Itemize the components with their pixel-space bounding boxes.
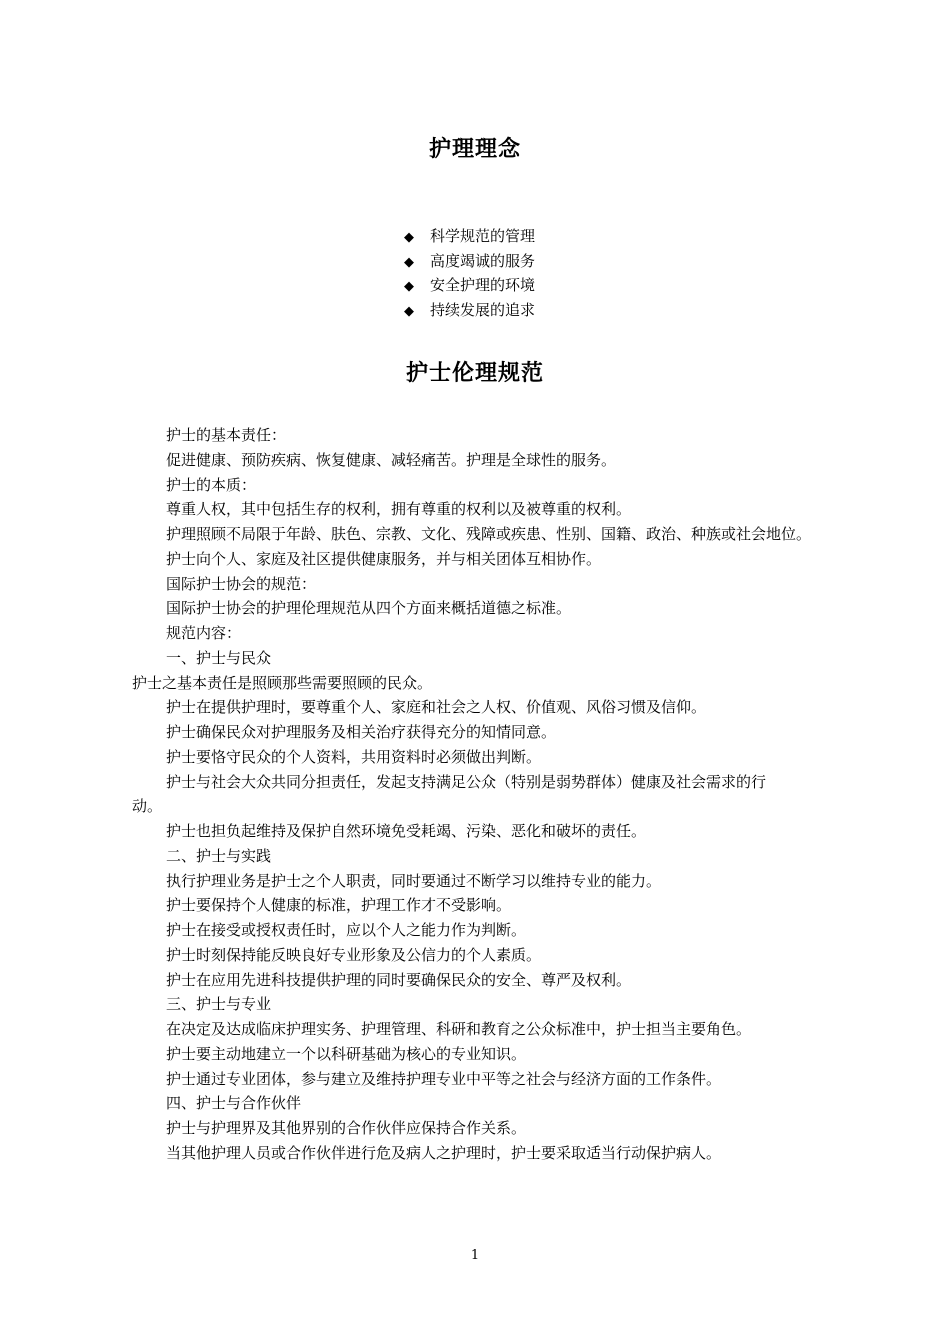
body-line: 护士的本质： — [166, 475, 257, 494]
body-line: 护士也担负起维持及保护自然环境免受耗竭、污染、恶化和破坏的责任。 — [166, 822, 647, 840]
body-line: 规范内容： — [166, 624, 242, 642]
body-line: 护士时刻保持能反映良好专业形象及公信力的个人素质。 — [166, 945, 542, 964]
section-heading-public: 一、护士与民众 — [166, 648, 272, 667]
body-line: 护士之基本责任是照顾那些需要照顾的民众。 — [132, 673, 433, 692]
diamond-bullet-icon: ◆ — [404, 254, 414, 270]
body-line: 护士要主动地建立一个以科研基础为核心的专业知识。 — [166, 1044, 527, 1063]
body-line: 护士通过专业团体，参与建立及维持护理专业中平等之社会与经济方面的工作条件。 — [166, 1069, 722, 1088]
body-line: 护士要保持个人健康的标准，护理工作才不受影响。 — [166, 896, 512, 915]
body-line: 护士在接受或授权责任时，应以个人之能力作为判断。 — [166, 921, 527, 939]
body-line: 护士与护理界及其他界别的合作伙伴应保持合作关系。 — [166, 1119, 527, 1137]
body-line: 当其他护理人员或合作伙伴进行危及病人之护理时，护士要采取适当行动保护病人。 — [166, 1143, 722, 1162]
nursing-philosophy-title: 护理理念 — [428, 136, 521, 162]
section-heading-partners: 四、护士与合作伙伴 — [166, 1094, 302, 1113]
body-line: 护士的基本责任： — [166, 426, 287, 444]
diamond-bullet-icon: ◆ — [404, 279, 414, 295]
section-heading-practice: 二、护士与实践 — [166, 846, 272, 865]
body-line: 护士与社会大众共同分担责任，发起支持满足公众（特别是弱势群体）健康及社会需求的行 — [166, 772, 767, 791]
diamond-bullet-icon: ◆ — [404, 230, 414, 245]
body-line: 国际护士协会的规范： — [166, 574, 317, 593]
ethics-code-title: 护士伦理规范 — [405, 360, 544, 386]
body-line: 促进健康、预防疾病、恢复健康、减轻痛苦。护理是全球性的服务。 — [166, 450, 617, 469]
ethics-body-text — [132, 423, 832, 1166]
list-item — [404, 224, 535, 249]
bullet-text: 持续发展的追求 — [430, 301, 536, 320]
body-line: 在决定及达成临床护理实务、护理管理、科研和教育之公众标准中，护士担当主要角色。 — [166, 1020, 752, 1038]
body-line: 执行护理业务是护士之个人职责，同时要通过不断学习以维持专业的能力。 — [166, 871, 662, 890]
list-item — [404, 298, 535, 323]
bullet-text: 科学规范的管理 — [430, 227, 536, 245]
list-item — [404, 273, 535, 298]
body-line: 护士要恪守民众的个人资料，共用资料时必须做出判断。 — [166, 747, 542, 766]
bullet-text: 安全护理的环境 — [430, 276, 536, 295]
body-line: 护士在应用先进科技提供护理的同时要确保民众的安全、尊严及权利。 — [166, 970, 632, 989]
list-item — [404, 249, 535, 274]
body-line: 尊重人权，其中包括生存的权利，拥有尊重的权利以及被尊重的权利。 — [166, 500, 632, 519]
body-line: 国际护士协会的护理伦理规范从四个方面来概括道德之标准。 — [166, 599, 572, 618]
body-line: 动。 — [132, 797, 163, 816]
section-heading-profession: 三、护士与专业 — [166, 995, 272, 1014]
body-line: 护士在提供护理时，要尊重个人、家庭和社会之人权、价值观、风俗习惯及信仰。 — [166, 698, 707, 717]
diamond-bullet-icon: ◆ — [404, 304, 414, 320]
philosophy-bullet-list — [404, 224, 535, 323]
body-line: 护理照顾不局限于年龄、肤色、宗教、文化、残障或疾患、性别、国籍、政治、种族或社会地位。 — [166, 525, 812, 543]
bullet-text: 高度竭诚的服务 — [430, 251, 536, 270]
page-number: 1 — [470, 1248, 480, 1263]
body-line: 护士确保民众对护理服务及相关治疗获得充分的知情同意。 — [166, 723, 557, 741]
body-line: 护士向个人、家庭及社区提供健康服务，并与相关团体互相协作。 — [166, 549, 602, 568]
